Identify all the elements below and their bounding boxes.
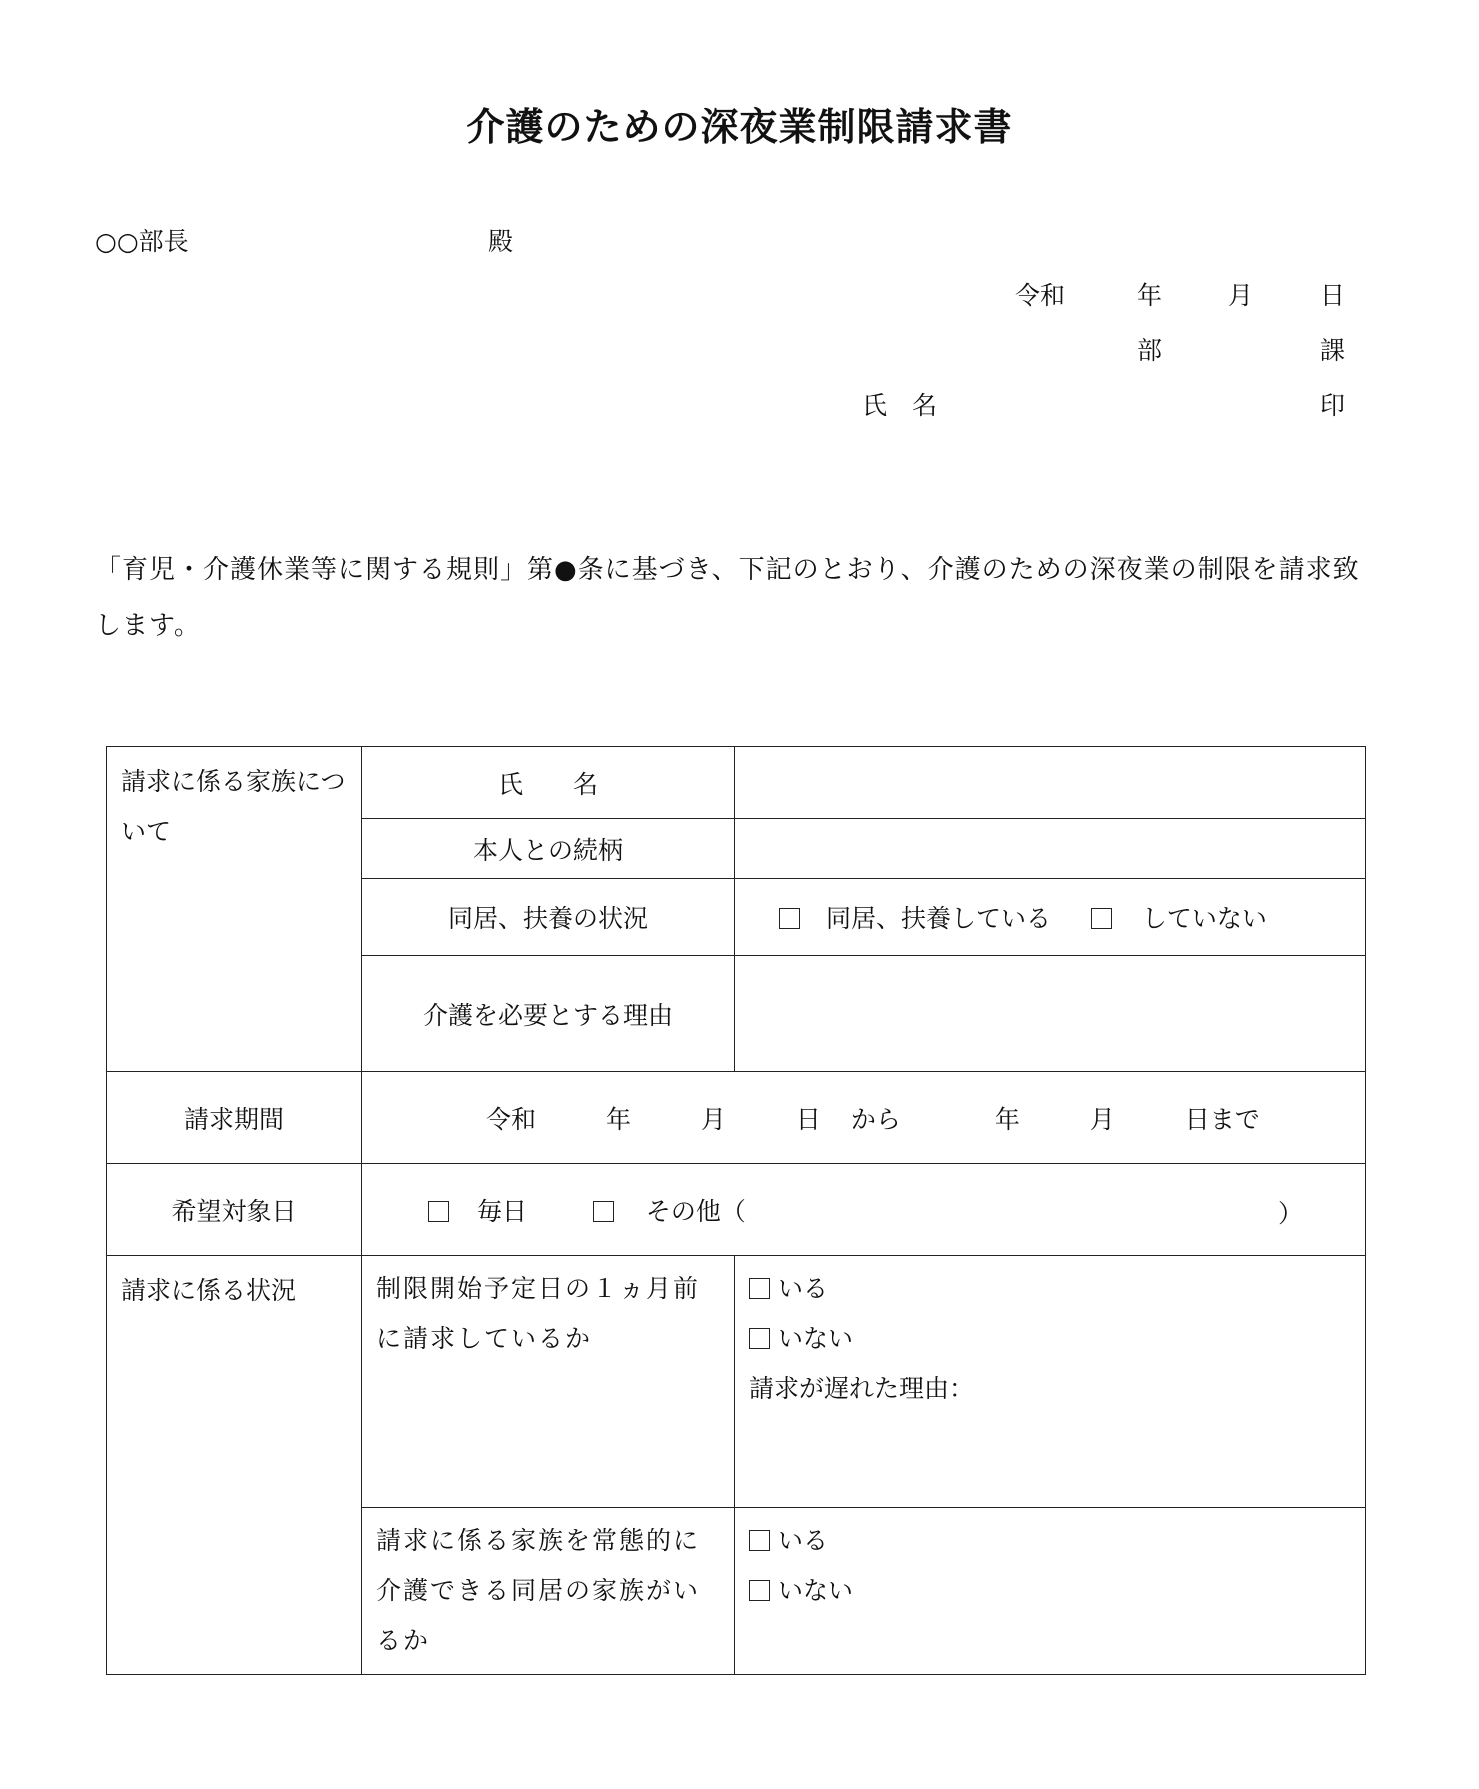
family-header-cell	[107, 747, 362, 1072]
date-year: 年	[1137, 281, 1163, 310]
q1-answer-cell	[735, 1256, 1366, 1508]
seal-label: 印	[1320, 391, 1346, 420]
target-everyday-checkbox[interactable]	[428, 1201, 449, 1222]
family-name-field[interactable]	[735, 747, 1366, 819]
addressee-honorific: 殿	[488, 227, 514, 256]
family-name-label-cell	[362, 747, 735, 819]
cohabit-label-cell	[362, 879, 735, 956]
q2-yes-label: いる	[778, 1526, 829, 1555]
target-close-paren: ）	[1277, 1199, 1303, 1228]
target-everyday-label: 毎日	[476, 1196, 527, 1226]
q2-answer-cell	[735, 1508, 1366, 1675]
period-month-1: 月	[700, 1104, 726, 1134]
cohabit-yes-label: 同居、扶養している	[825, 904, 1051, 933]
q2-cell	[362, 1508, 735, 1675]
q2-yes-checkbox[interactable]	[749, 1530, 770, 1551]
target-label: 希望対象日	[171, 1196, 297, 1226]
target-other-checkbox[interactable]	[593, 1201, 614, 1222]
cohabit-options-cell	[735, 879, 1366, 956]
q1-no-label: いない	[778, 1324, 854, 1353]
date-day: 日	[1320, 281, 1346, 310]
status-header: 請求に係る状況	[121, 1276, 297, 1305]
intro-paragraph: 「育児・介護休業等に関する規則」第●条に基づき、下記のとおり、介護のための深夜業の制限を請求致します。	[95, 555, 1360, 641]
cohabit-label: 同居、扶養の状況	[447, 904, 648, 933]
q1-cell	[362, 1256, 735, 1508]
target-other-label: その他（	[645, 1196, 746, 1226]
period-year-1: 年	[605, 1104, 631, 1134]
period-month-2: 月	[1089, 1104, 1115, 1134]
cohabit-yes-checkbox[interactable]	[779, 908, 800, 929]
q1-label: 制限開始予定日の１ヵ月前に請求しているか	[376, 1274, 701, 1353]
q1-yes-label: いる	[778, 1274, 829, 1303]
period-label: 請求期間	[183, 1104, 284, 1134]
period-label-cell	[107, 1072, 362, 1164]
family-name-label: 氏 名	[497, 769, 598, 799]
period-day-1: 日	[795, 1104, 821, 1134]
applicant-name-label: 氏 名	[862, 391, 938, 420]
relation-label: 本人との続柄	[472, 835, 623, 865]
q2-no-checkbox[interactable]	[749, 1580, 770, 1601]
q1-yes-checkbox[interactable]	[749, 1278, 770, 1299]
reason-field[interactable]	[735, 956, 1366, 1072]
date-era: 令和	[1015, 281, 1066, 310]
target-label-cell	[107, 1164, 362, 1256]
period-era: 令和	[486, 1104, 537, 1134]
cohabit-no-checkbox[interactable]	[1091, 908, 1112, 929]
dept-label: 部	[1137, 336, 1163, 365]
document-title: 介護のための深夜業制限請求書	[466, 104, 1013, 149]
date-month: 月	[1228, 281, 1254, 310]
relation-label-cell	[362, 819, 735, 879]
addressee-dept-head: ○○部長	[95, 227, 189, 256]
section-label: 課	[1320, 336, 1346, 365]
period-day-2: 日まで	[1184, 1104, 1260, 1134]
cohabit-no-label: していない	[1141, 904, 1267, 933]
status-header-cell	[107, 1256, 362, 1675]
q2-no-label: いない	[778, 1576, 854, 1605]
request-form-table	[106, 746, 1366, 1675]
family-header: 請求に係る家族について	[121, 767, 346, 846]
q1-no-checkbox[interactable]	[749, 1328, 770, 1349]
q2-label: 請求に係る家族を常態的に介護できる同居の家族がいるか	[376, 1526, 701, 1655]
reason-label: 介護を必要とする理由	[422, 1000, 673, 1030]
period-year-2: 年	[994, 1104, 1020, 1134]
period-from: から	[850, 1104, 901, 1134]
relation-field[interactable]	[735, 819, 1366, 879]
reason-label-cell	[362, 956, 735, 1072]
target-options-cell	[362, 1164, 1366, 1256]
period-field[interactable]	[362, 1072, 1366, 1164]
q1-late-reason-label: 請求が遅れた理由：	[749, 1374, 975, 1403]
